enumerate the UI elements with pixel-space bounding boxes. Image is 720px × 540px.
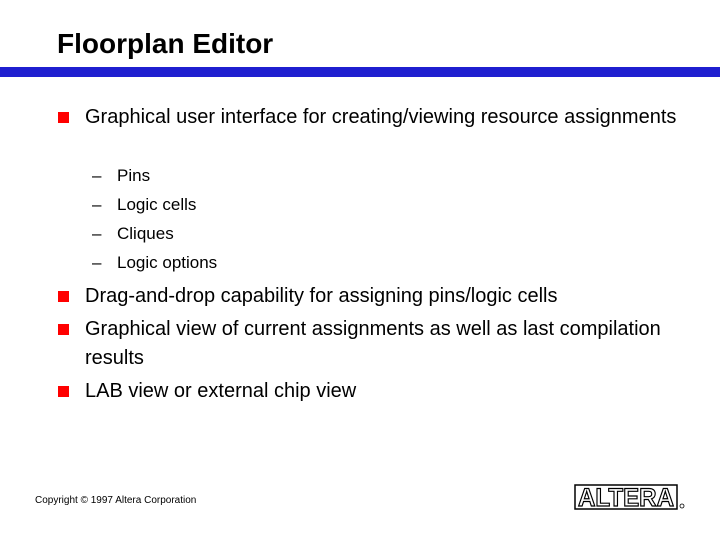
bullet-item-2	[58, 282, 678, 311]
bullet-text: Graphical view of current assignments as well as last compilation results	[85, 318, 661, 369]
slide-title: Floorplan Editor	[57, 28, 274, 59]
sub-item-logic-cells	[92, 194, 196, 216]
square-bullet-icon	[58, 324, 69, 335]
bullet-text: LAB view or external chip view	[85, 380, 357, 402]
sub-item-label: Pins	[117, 166, 151, 185]
sub-item-label: Logic options	[117, 253, 218, 272]
dash-bullet: –	[92, 195, 102, 214]
altera-logo	[574, 484, 686, 512]
sub-item-logic-options	[92, 252, 217, 274]
dash-bullet: –	[92, 166, 102, 185]
sub-item-label: Logic cells	[117, 195, 197, 214]
sub-item-cliques	[92, 223, 174, 245]
sub-item-pins	[92, 165, 150, 187]
square-bullet-icon	[58, 112, 69, 123]
dash-bullet: –	[92, 253, 102, 272]
square-bullet-icon	[58, 386, 69, 397]
dash-bullet: –	[92, 224, 102, 243]
bullet-item-3	[58, 315, 678, 373]
bullet-text: Graphical user interface for creating/viewing resource assignments	[85, 106, 677, 128]
bullet-item-4	[58, 377, 678, 406]
bullet-item-1	[58, 103, 678, 132]
title-divider	[0, 67, 720, 77]
bullet-text: Drag-and-drop capability for assigning pins/logic cells	[85, 285, 558, 307]
square-bullet-icon	[58, 291, 69, 302]
sub-item-label: Cliques	[117, 224, 174, 243]
copyright-text: Copyright © 1997 Altera Corporation	[35, 495, 197, 506]
logo-wordmark: ALTERA	[578, 484, 674, 512]
